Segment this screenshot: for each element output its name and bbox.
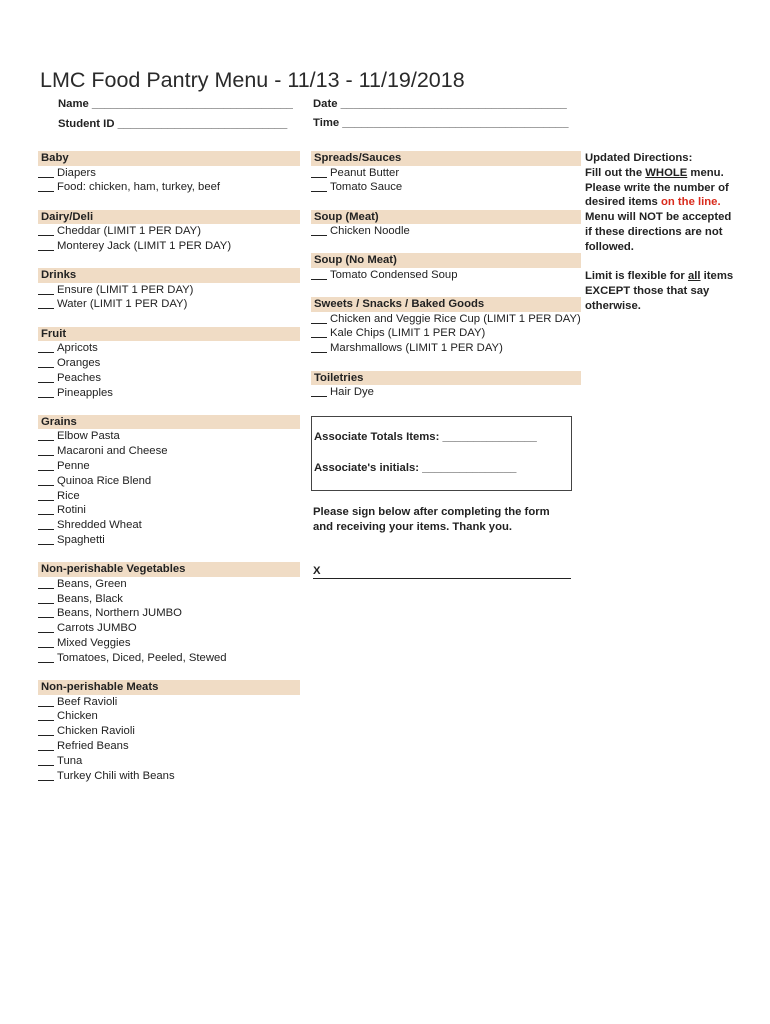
menu-item [38, 606, 300, 621]
menu-item [38, 371, 300, 386]
quantity-blank[interactable] [311, 341, 327, 353]
associate-totals-field[interactable]: Associate Totals Items: _______________ [314, 431, 537, 443]
menu-section [38, 680, 300, 783]
menu-item [311, 341, 581, 356]
menu-item-label: Carrots JUMBO [57, 622, 137, 635]
quantity-blank[interactable] [38, 180, 54, 192]
quantity-blank[interactable] [311, 326, 327, 338]
menu-item-label: Food: chicken, ham, turkey, beef [57, 181, 221, 194]
section-gap [38, 254, 300, 269]
quantity-blank[interactable] [38, 651, 54, 663]
menu-item [38, 341, 300, 356]
menu-item-label: Peaches [57, 371, 101, 384]
menu-item [38, 283, 300, 298]
menu-item [38, 459, 300, 474]
menu-item-label: Rice [57, 489, 80, 502]
menu-item [311, 326, 581, 341]
menu-item [311, 180, 581, 195]
quantity-blank[interactable] [311, 268, 327, 280]
section-heading: Fruit [38, 327, 300, 342]
menu-item-label: Spaghetti [57, 534, 105, 547]
student-id-field[interactable]: Student ID ___________________________ [58, 118, 288, 130]
menu-section [38, 151, 300, 195]
menu-item-label: Tomatoes, Diced, Peeled, Stewed [57, 651, 227, 664]
menu-item-label: Oranges [57, 357, 101, 370]
directions-line: if these directions are not [585, 225, 723, 238]
directions-line: followed. [585, 240, 634, 253]
quantity-blank[interactable] [38, 297, 54, 309]
quantity-blank[interactable] [38, 621, 54, 633]
quantity-blank[interactable] [38, 533, 54, 545]
quantity-blank[interactable] [38, 474, 54, 486]
page-title: LMC Food Pantry Menu - 11/13 - 11/19/2018 [40, 68, 465, 92]
menu-item-label: Tomato Condensed Soup [330, 268, 458, 281]
section-heading: Soup (No Meat) [311, 253, 581, 268]
menu-item [38, 503, 300, 518]
menu-item-label: Beans, Black [57, 592, 123, 605]
quantity-blank[interactable] [38, 636, 54, 648]
menu-section [38, 327, 300, 401]
menu-item [38, 636, 300, 651]
section-gap [38, 312, 300, 327]
quantity-blank[interactable] [311, 312, 327, 324]
quantity-blank[interactable] [38, 283, 54, 295]
menu-section [311, 151, 581, 195]
quantity-blank[interactable] [38, 444, 54, 456]
menu-item-label: Beef Ravioli [57, 695, 118, 708]
quantity-blank[interactable] [38, 503, 54, 515]
menu-item [38, 356, 300, 371]
quantity-blank[interactable] [38, 606, 54, 618]
menu-item-label: Tuna [57, 754, 83, 767]
quantity-blank[interactable] [38, 754, 54, 766]
directions-line: desired items on the line. [585, 196, 721, 209]
menu-item-label: Beans, Northern JUMBO [57, 607, 182, 620]
menu-item-label: Diapers [57, 166, 96, 179]
menu-item-label: Cheddar (LIMIT 1 PER DAY) [57, 225, 201, 238]
menu-item-label: Hair Dye [330, 386, 374, 399]
menu-item [311, 224, 581, 239]
quantity-blank[interactable] [38, 709, 54, 721]
quantity-blank[interactable] [38, 224, 54, 236]
sign-instructions-line: and receiving your items. Thank you. [313, 521, 513, 533]
signature-line[interactable] [313, 564, 571, 579]
section-gap [311, 283, 581, 298]
menu-item-label: Kale Chips (LIMIT 1 PER DAY) [330, 327, 486, 340]
menu-section [38, 415, 300, 548]
section-heading: Sweets / Snacks / Baked Goods [311, 297, 581, 312]
date-field[interactable]: Date ____________________________________ [313, 98, 567, 110]
quantity-blank[interactable] [38, 239, 54, 251]
directions-line: Menu will NOT be accepted [585, 211, 732, 224]
quantity-blank[interactable] [38, 459, 54, 471]
quantity-blank[interactable] [38, 577, 54, 589]
menu-item-label: Peanut Butter [330, 166, 400, 179]
directions-heading: Updated Directions: [585, 152, 693, 164]
menu-section [311, 371, 581, 400]
menu-item-label: Refried Beans [57, 740, 129, 753]
menu-item [38, 724, 300, 739]
signature-x-mark: X [313, 565, 321, 577]
quantity-blank[interactable] [38, 429, 54, 441]
section-heading: Baby [38, 151, 300, 166]
menu-item-label: Shredded Wheat [57, 519, 142, 532]
menu-item-label: Rotini [57, 504, 86, 517]
menu-section [38, 268, 300, 312]
associate-box [311, 416, 572, 491]
menu-item-label: Quinoa Rice Blend [57, 474, 152, 487]
section-heading: Spreads/Sauces [311, 151, 581, 166]
quantity-blank[interactable] [38, 166, 54, 178]
menu-item [38, 224, 300, 239]
section-heading: Toiletries [311, 371, 581, 386]
quantity-blank[interactable] [38, 769, 54, 781]
name-field[interactable]: Name ________________________________ [58, 98, 293, 110]
quantity-blank[interactable] [38, 592, 54, 604]
menu-item-label: Water (LIMIT 1 PER DAY) [57, 298, 188, 311]
section-heading: Drinks [38, 268, 300, 283]
menu-item [311, 166, 581, 181]
quantity-blank[interactable] [311, 385, 327, 397]
section-heading: Non-perishable Vegetables [38, 562, 300, 577]
menu-item-label: Chicken [57, 710, 98, 723]
section-gap [311, 195, 581, 210]
menu-item [38, 489, 300, 504]
menu-item-label: Beans, Green [57, 577, 127, 590]
quantity-blank[interactable] [38, 371, 54, 383]
menu-item [38, 429, 300, 444]
quantity-blank[interactable] [38, 695, 54, 707]
section-gap [38, 195, 300, 210]
menu-item-label: Macaroni and Cheese [57, 445, 168, 458]
menu-item-label: Monterey Jack (LIMIT 1 PER DAY) [57, 239, 232, 252]
whole-emphasis: WHOLE [645, 166, 688, 179]
quantity-blank[interactable] [38, 739, 54, 751]
quantity-blank[interactable] [38, 386, 54, 398]
menu-item-label: Ensure (LIMIT 1 PER DAY) [57, 283, 194, 296]
menu-item-label: Marshmallows (LIMIT 1 PER DAY) [330, 342, 503, 355]
section-heading: Soup (Meat) [311, 210, 581, 225]
section-heading: Dairy/Deli [38, 210, 300, 225]
menu-item-label: Pineapples [57, 386, 113, 399]
menu-item [311, 268, 581, 283]
directions-line: Fill out the WHOLE menu. [585, 166, 724, 179]
directions-line: Limit is flexible for all items [585, 270, 734, 283]
directions-line: Please write the number of [585, 181, 729, 194]
menu-item-label: Chicken Noodle [330, 225, 410, 238]
quantity-blank[interactable] [311, 180, 327, 192]
section-gap [38, 666, 300, 681]
sign-instructions-line: Please sign below after completing the form [313, 506, 550, 518]
all-emphasis: all [687, 270, 701, 283]
directions-line: otherwise. [585, 299, 641, 312]
menu-item [38, 709, 300, 724]
menu-section [311, 297, 581, 356]
menu-item [38, 239, 300, 254]
section-gap [38, 400, 300, 415]
quantity-blank[interactable] [38, 724, 54, 736]
quantity-blank[interactable] [38, 489, 54, 501]
menu-item [38, 297, 300, 312]
quantity-blank[interactable] [38, 341, 54, 353]
menu-item [38, 651, 300, 666]
quantity-blank[interactable] [311, 224, 327, 236]
menu-item [38, 769, 300, 784]
menu-item [38, 386, 300, 401]
menu-item [38, 166, 300, 181]
menu-item [38, 592, 300, 607]
section-heading: Non-perishable Meats [38, 680, 300, 695]
directions-panel [585, 151, 745, 314]
menu-item [38, 180, 300, 195]
menu-item [38, 621, 300, 636]
menu-item-label: Chicken Ravioli [57, 725, 135, 738]
middle-menu-column [311, 151, 581, 400]
menu-item-label: Tomato Sauce [330, 181, 403, 194]
sign-instructions [313, 505, 550, 535]
menu-item [38, 444, 300, 459]
on-the-line-emphasis: on the line. [660, 196, 721, 209]
menu-item [38, 518, 300, 533]
menu-item [38, 577, 300, 592]
menu-section [311, 210, 581, 239]
menu-item [311, 385, 581, 400]
quantity-blank[interactable] [38, 518, 54, 530]
section-gap [311, 239, 581, 254]
section-heading: Grains [38, 415, 300, 430]
menu-item-label: Penne [57, 460, 90, 473]
menu-item-label: Apricots [57, 342, 98, 355]
menu-item [38, 533, 300, 548]
menu-item-label: Mixed Veggies [57, 637, 131, 650]
menu-item [38, 739, 300, 754]
menu-section [311, 253, 581, 282]
menu-item [311, 312, 581, 327]
time-field[interactable]: Time ____________________________________ [313, 117, 569, 129]
menu-item [38, 754, 300, 769]
menu-item [38, 474, 300, 489]
section-gap [38, 548, 300, 563]
menu-item-label: Chicken and Veggie Rice Cup (LIMIT 1 PER DAY) [330, 312, 581, 325]
menu-item [38, 695, 300, 710]
associate-initials-field[interactable]: Associate's initials: _______________ [314, 462, 517, 474]
section-gap [311, 356, 581, 371]
directions-line: EXCEPT those that say [585, 285, 710, 298]
menu-item-label: Elbow Pasta [57, 430, 120, 443]
menu-item-label: Turkey Chili with Beans [57, 769, 175, 782]
left-menu-column [38, 151, 300, 783]
menu-section [38, 210, 300, 254]
menu-section [38, 562, 300, 665]
quantity-blank[interactable] [38, 356, 54, 368]
quantity-blank[interactable] [311, 166, 327, 178]
